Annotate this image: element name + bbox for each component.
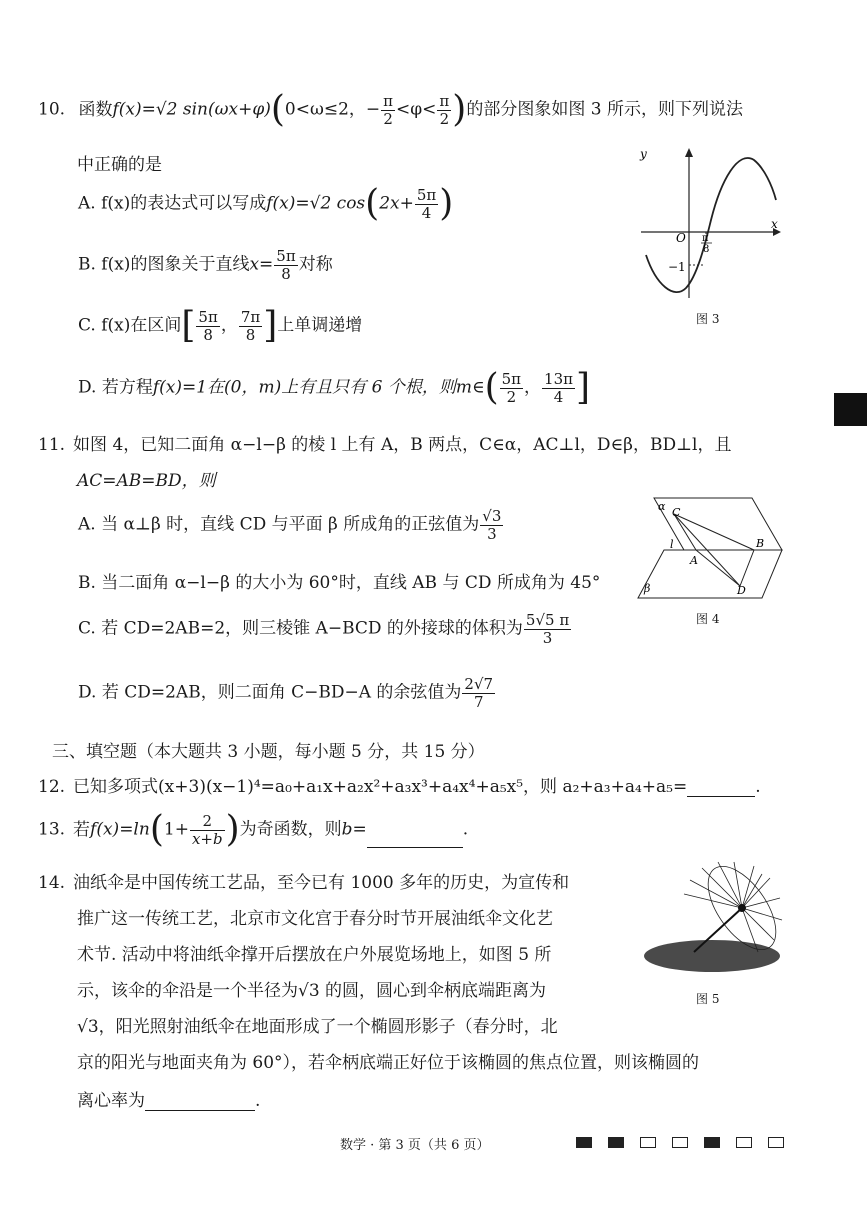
edge-bd [740,550,754,586]
q14-answer-blank[interactable] [145,1094,255,1111]
umbrella-hub [738,904,746,912]
x-label: x [771,217,778,231]
minus-one-label: −1 [668,260,686,274]
q14-line-5: √3，阳光照射油纸伞在地面形成了一个椭圆形影子（春分时，北 [77,1017,558,1037]
figure-5-caption: 图 5 [696,992,720,1006]
umbrella-shadow [644,940,780,972]
y-label: y [640,147,647,161]
q10-option-d: D. 若方程f(x)=1在(0，m)上有且只有 6 个根，则m∈( $\frac{5\pi}{2}$ ， $\frac{13\pi}{4}$ ] [78,367,591,408]
edge-marker [834,393,867,426]
label-alpha: α [658,500,666,513]
q14-line-3: 术节. 活动中将油纸伞撑开后摆放在户外展览场地上，如图 5 所 [77,945,552,965]
plane-beta [638,550,782,598]
eight-label: 8 [703,244,710,255]
sine-curve [646,158,776,292]
origin-label: O [676,231,686,245]
q10-stem-cont: 中正确的是 [77,155,162,175]
label-a: A [690,554,698,567]
figure-5-umbrella [642,860,784,982]
q10-option-a: A. f(x)的表达式可以写成f(x)=√2 cos(2x+ $\frac{5\pi}{4}$ ) [78,183,454,224]
q10-option-b: B. f(x)的图象关于直线x= $\frac{5\pi}{8}$ 对称 [78,247,333,283]
figure-4-caption: 图 4 [696,612,720,626]
y-axis-arrow [685,148,693,157]
q10-option-c: C. f(x)在区间[ $\frac{5\pi}{8}$ ， $\frac{7\pi}{8}$ ]上单调递增 [78,305,363,346]
label-l: l [670,538,674,551]
edge-ad [696,550,740,586]
section-3-heading: 三、填空题（本大题共 3 小题，每小题 5 分，共 15 分） [52,742,485,762]
label-d: D [737,584,746,597]
page-footer: 数学 · 第 3 页（共 6 页） [340,1138,490,1153]
q13: 13. 若f(x)=ln(1+ $\frac{2}{x+b}$ )为奇函数，则b= . [38,809,469,850]
edge-cb [674,514,754,550]
q14-line-2: 推广这一传统工艺，北京市文化宫于春分时节开展油纸伞文化艺 [77,909,553,929]
pi-label: π [702,233,709,244]
label-b: B [756,537,765,550]
q13-answer-blank[interactable] [367,831,463,848]
q14-line-7: 离心率为 . [77,1091,261,1111]
q14-line-6: 京的阳光与地面夹角为 60°），若伞柄底端正好位于该椭圆的焦点位置，则该椭圆的 [77,1053,700,1073]
q14-line-4: 示，该伞的伞沿是一个半径为√3 的圆，圆心到伞柄底端距离为 [77,981,547,1001]
figure-3-sine-graph [636,140,786,305]
q11-stem-cont: AC=AB=BD，则 [77,471,216,491]
label-beta: β [644,582,651,595]
q11-option-d: D. 若 CD=2AB，则二面角 C−BD−A 的余弦值为 $\frac{2√7}{7}$ [78,675,494,711]
label-c: C [672,506,681,519]
q11-option-b: B. 当二面角 α−l−β 的大小为 60°时，直线 AB 与 CD 所成角为 45° [78,573,601,593]
figure-4-dihedral-angle [634,494,784,602]
q12: 12. 已知多项式(x+3)(x−1)⁴=a₀+a₁x+a₂x²+a₃x³+a₄x⁴+a₅x⁵，则 a₂+a₃+a₄+a₅= . [38,777,761,797]
q10-stem: 10. 函数f(x)=√2 sin(ωx+φ)(0<ω≤2，− $\frac{\pi}{2}$ <φ< $\frac{\pi}{2}$ )的部分图象如图 3 所示，则下列说法 [38,89,743,130]
figure-3-caption: 图 3 [696,312,720,326]
q11-option-c: C. 若 CD=2AB=2，则三棱锥 A−BCD 的外接球的体积为 $\frac{5√5 \pi}{3}$ [78,611,570,647]
q11-stem: 11. 如图 4，已知二面角 α−l−β 的棱 l 上有 A，B 两点，C∈α，AC⊥l，D∈β，BD⊥l，且 [38,435,732,455]
q11-option-a: A. 当 α⊥β 时，直线 CD 与平面 β 所成角的正弦值为 $\frac{√3}{3}$ [78,507,502,543]
q14-line-1: 14. 油纸伞是中国传统工艺品，至今已有 1000 多年的历史，为宣传和 [38,873,570,893]
footer-squares [568,1132,792,1152]
q12-answer-blank[interactable] [687,780,755,797]
